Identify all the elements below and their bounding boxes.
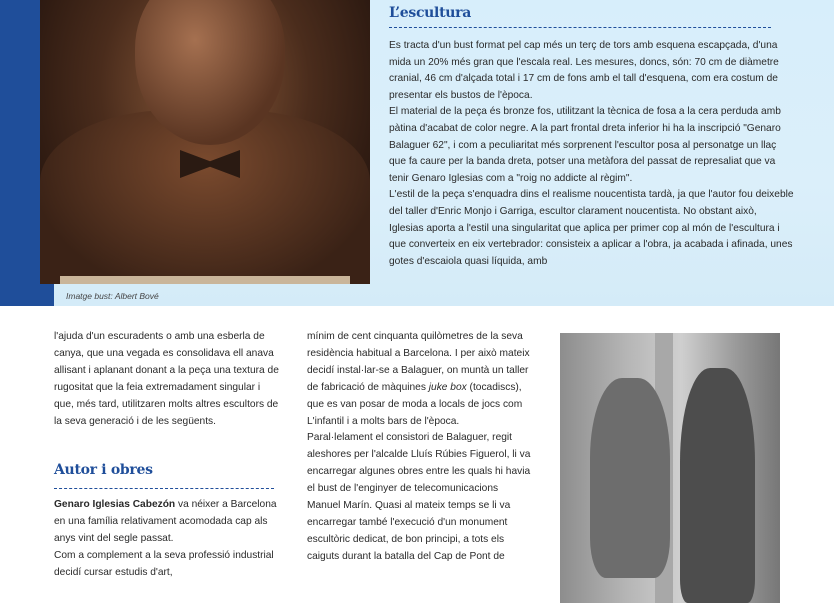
sculpture-continuation: l'ajuda d'un escuradents o amb una esberla de canya, que una vegada es consolidava ell anava allisant i aplanant donant a la peça una textura de rugositat que la feia extremadament singular i que, més tard, utilitzaren molts altres escultors de la seva generació i de les següents. (54, 331, 279, 427)
paragraph: mínim de cent cinquanta quilòmetres de la seva residència habitual a Barcelona. I per això mateix decidí instal·lar-se a Balaguer, on muntà un taller de fabricació de màquines juke box (tocadiscs), que es van posar de moda a locals de jocs com L'infantil i a molts bars de l'època. (307, 331, 530, 427)
dashed-divider (389, 27, 771, 28)
dashed-divider (54, 488, 274, 489)
paragraph: L'estil de la peça s'enquadra dins el realisme noucentista tardà, ja que l'autor fou deixeble del taller d'Enric Monjo i Garriga, escultor clarament noucentista. No obstant això, Iglesias aporta a l'estil una singularitat que aplica per primer cop al món de l'escultura i que converteix en eix vertebrador: consisteix a aplicar a l'obra, ja acabada i afinada, unes gotes d'escaiola quasi líquida, amb (389, 189, 794, 267)
author-name: Genaro Iglesias Cabezón (54, 499, 176, 510)
sculptor-photo (560, 333, 780, 603)
paragraph: El material de la peça és bronze fos, utilitzant la tècnica de fosa a la cera perduda amb pàtina d'acabat de color negre. A la part frontal dreta inferior hi ha la inscripció "Genaro Balaguer 62", i com a peculiaritat més sorprenent l'escultor posa al personatge un llaç que fa caure per la banda dreta, potser una metàfora del passat de represaliat que va tenir Genaro Iglesias com a "roig no addicte al règim". (389, 106, 781, 184)
section-title-sculpture: L’escultura (389, 5, 471, 21)
paragraph: Paral·lelament el consistori de Balaguer, regit aleshores per l'alcalde Lluís Rúbies Figuerol, li va encarregar algunes obres entre les quals hi havia el bust de l'enginyer de telecomunicacions Manuel Marín. Quasi al mateix temps se li va encarregar també l'execució d'un monument escultòric dedicat, de bon principi, a tots els caiguts durant la batalla del Cap de Pont de (307, 432, 531, 562)
image-caption: Imatge bust: Albert Bové (66, 291, 159, 301)
author-text (54, 497, 279, 582)
paragraph: Es tracta d'un bust format pel cap més un terç de tors amb esquena escapçada, d'una mida un 20% més gran que l'escala real. Les mesures, doncs, són: 70 cm de diàmetre cranial, 46 cm d'alçada total i 17 cm de fons amb el tall d'esquena, com era costum de presentar els bustos de l'època. (389, 40, 779, 101)
bust-photo (40, 0, 370, 284)
sculpture-text (389, 38, 794, 270)
paragraph: Com a complement a la seva professió industrial decidí cursar estudis d'art, (54, 549, 274, 578)
section-title-author: Autor i obres (54, 462, 153, 478)
column-2-text (307, 329, 532, 566)
paragraph: Genaro Iglesias Cabezón va néixer a Barcelona en una família relativament acomodada cap als anys vint del segle passat. (54, 499, 277, 544)
